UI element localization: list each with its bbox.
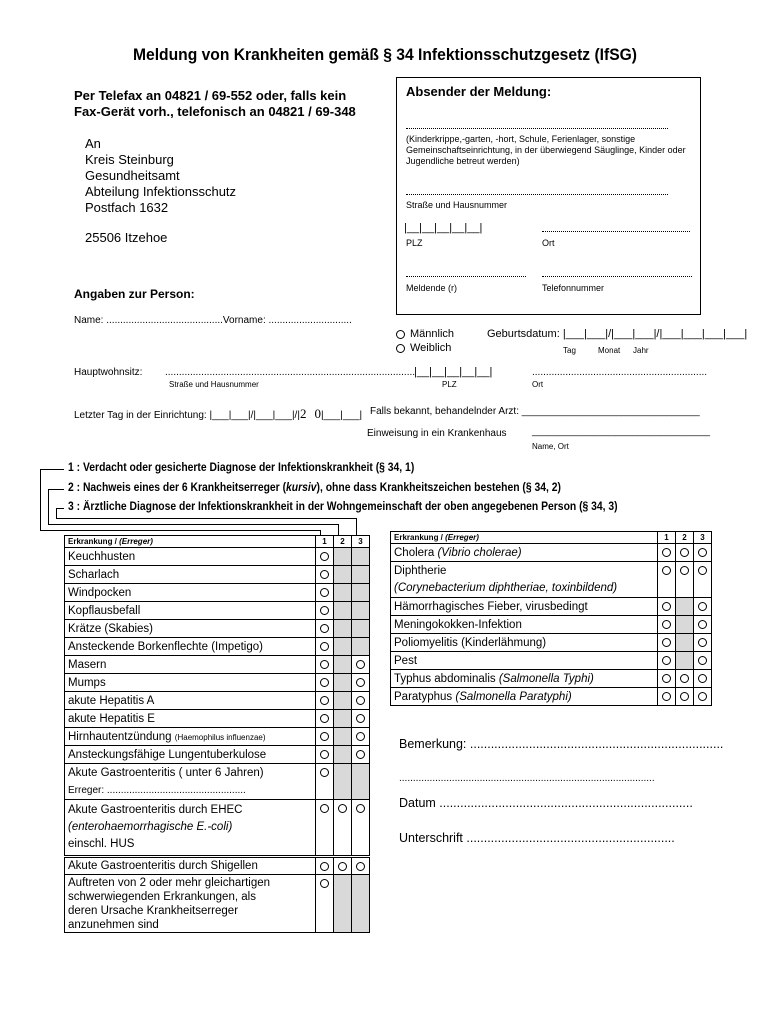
disease-table-left: [64, 535, 370, 933]
bracket-line: [40, 469, 64, 470]
table-header: [65, 536, 316, 548]
disabled-cell: [352, 764, 370, 800]
option-2: [68, 482, 561, 494]
circle-icon: [356, 660, 365, 669]
gender-female[interactable]: [396, 342, 451, 354]
pathogen-name: (Salmonella Typhi): [498, 672, 594, 685]
disease-name: Masern: [68, 658, 107, 671]
table-row: [65, 584, 316, 602]
disabled-cell: [352, 566, 370, 584]
check-col-2[interactable]: [676, 670, 694, 688]
pathogen-name: (Corynebacterium diphtheriae, toxinbildend): [394, 581, 618, 594]
check-col-3[interactable]: [694, 616, 712, 634]
table-header: [391, 532, 658, 544]
circle-icon: [356, 678, 365, 687]
disease-name: Diphtherie: [394, 564, 447, 577]
check-col-3[interactable]: [694, 634, 712, 652]
disease-name: schwerwiegenden Erkrankungen, als: [68, 890, 256, 903]
day-label: Tag: [563, 346, 576, 355]
year-label: Jahr: [633, 346, 649, 355]
last-day-year-digit: 2: [299, 406, 307, 421]
disease-name: Scharlach: [68, 568, 120, 581]
table-row: [391, 652, 658, 670]
last-day-suffix: |___|___|: [320, 410, 363, 421]
sender-ort-field[interactable]: [542, 231, 690, 232]
check-col-1[interactable]: [316, 620, 334, 638]
address-line: Postfach 1632: [85, 200, 169, 215]
check-col-3[interactable]: [694, 688, 712, 706]
disabled-cell: [352, 602, 370, 620]
disabled-cell: [676, 598, 694, 616]
check-col-2[interactable]: [676, 562, 694, 598]
disabled-cell: [334, 638, 352, 656]
circle-icon: [356, 750, 365, 759]
check-col-3[interactable]: [352, 728, 370, 746]
circle-icon: [338, 862, 347, 871]
check-col-1[interactable]: [316, 710, 334, 728]
remark-field-line2[interactable]: ............................................................................................: [399, 773, 655, 784]
circle-icon: [320, 570, 329, 579]
disabled-cell: [334, 692, 352, 710]
bracket-line: [40, 530, 320, 531]
circle-icon: [680, 674, 689, 683]
sender-plz-boxes[interactable]: |__|__|__|__|__|: [404, 222, 483, 234]
last-day-field[interactable]: [74, 406, 362, 422]
sender-street-field[interactable]: [406, 194, 668, 195]
check-col-1[interactable]: [658, 634, 676, 652]
disabled-cell: [676, 616, 694, 634]
col-header-1: 1: [658, 532, 676, 544]
check-col-3[interactable]: [694, 598, 712, 616]
option-2-text: 2 : Nachweis eines der 6 Krankheitserreger (: [68, 482, 287, 494]
hospital-field[interactable]: ________________________________: [532, 426, 710, 437]
disabled-cell: [352, 584, 370, 602]
circle-icon: [320, 879, 329, 888]
disease-name: Kopflausbefall: [68, 604, 141, 617]
col-header-3: 3: [352, 536, 370, 548]
check-col-3[interactable]: [352, 857, 370, 875]
hauptwohnsitz-street-field[interactable]: ..........................................................................................: [165, 367, 416, 378]
disease-name: Akute Gastroenteritis durch EHEC: [68, 804, 243, 816]
circle-icon: [356, 862, 365, 871]
check-col-1[interactable]: [316, 638, 334, 656]
circle-icon: [698, 674, 707, 683]
fax-line-2: Fax-Gerät vorh., telefonisch an 04821 / 69-348: [74, 104, 356, 119]
check-col-3[interactable]: [352, 674, 370, 692]
gender-male-label: Männlich: [410, 328, 455, 340]
check-col-2[interactable]: [676, 688, 694, 706]
disabled-cell: [334, 746, 352, 764]
arrow-icon: [356, 518, 357, 535]
radio-icon: [396, 344, 405, 353]
disabled-cell: [334, 875, 352, 933]
table-row: [65, 692, 316, 710]
bracket-line: [56, 508, 64, 509]
table-row: [65, 548, 316, 566]
table-row: [391, 616, 658, 634]
disabled-cell: [352, 620, 370, 638]
circle-icon: [662, 656, 671, 665]
disabled-cell: [334, 602, 352, 620]
check-col-3[interactable]: [694, 544, 712, 562]
sender-phone-field[interactable]: [542, 276, 692, 277]
pathogen-name: (Salmonella Paratyphi): [455, 690, 572, 703]
table-row: [65, 602, 316, 620]
check-col-3[interactable]: [694, 652, 712, 670]
hauptwohnsitz-ort-field[interactable]: ...............................................................: [532, 367, 708, 378]
circle-icon: [662, 566, 671, 575]
table-row: [391, 688, 658, 706]
header-text: Erkrankung /: [68, 537, 120, 546]
circle-icon: [320, 696, 329, 705]
disease-name: Krätze (Skabies): [68, 622, 154, 635]
circle-icon: [680, 548, 689, 557]
month-label: Monat: [598, 346, 621, 355]
check-col-1[interactable]: [658, 616, 676, 634]
circle-icon: [680, 692, 689, 701]
check-col-1[interactable]: [316, 857, 334, 875]
sender-phone-label: Telefonnummer: [542, 283, 605, 293]
ort-label: Ort: [532, 380, 544, 389]
remark-field[interactable]: [399, 737, 723, 751]
erreger-field[interactable]: Erreger: ..................................................: [68, 784, 246, 796]
circle-icon: [320, 804, 329, 813]
recipient-plz-city: 25506 Itzehoe: [85, 230, 168, 245]
disease-name: einschl. HUS: [68, 838, 135, 850]
disease-name: Meningokokken-Infektion: [394, 618, 522, 631]
hospital-label: Einweisung in ein Krankenhaus: [367, 428, 507, 439]
disease-name: Cholera: [394, 546, 438, 559]
table-row: [391, 562, 658, 598]
circle-icon: [320, 732, 329, 741]
gender-male[interactable]: [396, 328, 454, 340]
circle-icon: [320, 678, 329, 687]
disabled-cell: [676, 652, 694, 670]
disease-name: Windpocken: [68, 586, 132, 599]
disease-name: deren Ursache Krankheitserreger: [68, 904, 239, 917]
check-col-1[interactable]: [316, 674, 334, 692]
sender-meldende-label: Meldende (r): [406, 283, 458, 293]
disabled-cell: [334, 656, 352, 674]
check-col-1[interactable]: [316, 602, 334, 620]
plz-label: PLZ: [442, 380, 457, 389]
check-col-2[interactable]: [334, 857, 352, 875]
disease-name: Auftreten von 2 oder mehr gleichartigen: [68, 876, 271, 889]
disease-name: Akute Gastroenteritis durch Shigellen: [68, 860, 258, 872]
disease-table-right: [390, 531, 712, 706]
circle-icon: [662, 692, 671, 701]
check-col-1[interactable]: [316, 875, 334, 933]
disease-name: anzunehmen sind: [68, 918, 159, 931]
table-row: [65, 710, 316, 728]
circle-icon: [356, 804, 365, 813]
disease-name: Ansteckende Borkenflechte (Impetigo): [68, 640, 263, 653]
circle-icon: [662, 674, 671, 683]
circle-icon: [680, 566, 689, 575]
page-title: Meldung von Krankheiten gemäß § 34 Infektionsschutzgesetz (IfSG): [132, 45, 638, 64]
circle-icon: [662, 548, 671, 557]
check-col-1[interactable]: [316, 584, 334, 602]
hauptwohnsitz-label: Hauptwohnsitz:: [74, 367, 143, 378]
table-row: [65, 620, 316, 638]
circle-icon: [338, 804, 347, 813]
check-col-1[interactable]: [316, 656, 334, 674]
doctor-field[interactable]: Falls bekannt, behandelnder Arzt: ________________________________: [370, 406, 700, 417]
disease-name: Hirnhautentzündung: [68, 730, 172, 743]
signature-field[interactable]: Unterschrift ............................................................: [399, 831, 675, 845]
circle-icon: [320, 606, 329, 615]
birthdate-field[interactable]: Geburtsdatum: |___|___|/|___|___|/|___|___|___|___|: [487, 328, 748, 340]
last-day-year-digit: 0: [314, 406, 321, 421]
disease-name: Pest: [394, 654, 418, 667]
check-col-3[interactable]: [694, 670, 712, 688]
circle-icon: [320, 624, 329, 633]
circle-icon: [320, 714, 329, 723]
option-2-text: ), ohne dass Krankheitszeichen bestehen (§ 34, 2): [316, 482, 561, 494]
check-col-2[interactable]: [676, 544, 694, 562]
disease-name: Ansteckungsfähige Lungentuberkulose: [68, 748, 267, 761]
table-row: [65, 638, 316, 656]
check-col-1[interactable]: [658, 562, 676, 598]
fax-line-1: Per Telefax an 04821 / 69-552 oder, falls kein: [74, 88, 347, 103]
disease-name: akute Hepatitis E: [68, 712, 155, 725]
circle-icon: [698, 638, 707, 647]
circle-icon: [320, 750, 329, 759]
circle-icon: [698, 602, 707, 611]
sender-box-title: Absender der Meldung:: [406, 84, 552, 99]
col-header-2: 2: [334, 536, 352, 548]
disabled-cell: [334, 674, 352, 692]
hauptwohnsitz-plz-field[interactable]: |__|__|__|__|__|: [414, 366, 493, 378]
disease-name: Paratyphus: [394, 690, 456, 703]
pathogen-name: (enterohaemorrhagische E.-coli): [68, 821, 233, 833]
table-row: [65, 764, 316, 800]
bracket-line: [48, 489, 49, 524]
bracket-line: [56, 518, 356, 519]
table-row: [65, 875, 316, 933]
disease-name: Akute Gastroenteritis ( unter 6 Jahren): [68, 766, 264, 779]
circle-icon: [698, 548, 707, 557]
recipient-address: [85, 136, 236, 216]
disabled-cell: [334, 764, 352, 800]
option-3: 3 : Ärztliche Diagnose der Infektionskrankheit in der Wohngemeinschaft der oben angegebenen Person (§ 34, 3): [68, 501, 618, 513]
circle-icon: [698, 620, 707, 629]
check-col-3[interactable]: [352, 692, 370, 710]
col-header-1: 1: [316, 536, 334, 548]
disease-name: Typhus abdominalis: [394, 672, 499, 685]
table-row: [391, 544, 658, 562]
date-field[interactable]: Datum .........................................................................: [399, 796, 693, 810]
col-header-3: 3: [694, 532, 712, 544]
circle-icon: [662, 638, 671, 647]
check-col-1[interactable]: [316, 746, 334, 764]
pathogen-name: (Vibrio cholerae): [437, 546, 522, 559]
circle-icon: [320, 660, 329, 669]
circle-icon: [356, 714, 365, 723]
circle-icon: [356, 732, 365, 741]
table-row: [65, 800, 316, 857]
disabled-cell: [334, 710, 352, 728]
check-col-3[interactable]: [694, 562, 712, 598]
disabled-cell: [334, 566, 352, 584]
last-day-prefix: Letzter Tag in der Einrichtung: |___|___|/|___|___|/|: [74, 410, 300, 421]
disabled-cell: [334, 728, 352, 746]
table-row: [65, 728, 316, 746]
circle-icon: [320, 642, 329, 651]
disease-name: Keuchhusten: [68, 550, 136, 563]
address-line: Gesundheitsamt: [85, 168, 180, 183]
table-row: [391, 598, 658, 616]
circle-icon: [698, 656, 707, 665]
disabled-cell: [334, 548, 352, 566]
gender-female-label: Weiblich: [410, 342, 452, 354]
sender-plz-label: PLZ: [406, 238, 423, 248]
circle-icon: [320, 768, 329, 777]
table-row: [391, 670, 658, 688]
person-heading: Angaben zur Person:: [74, 287, 195, 301]
table-row: [65, 746, 316, 764]
pathogen-name: (Haemophilus influenzae): [174, 732, 266, 742]
circle-icon: [662, 602, 671, 611]
fax-instructions: [74, 88, 356, 120]
address-line: Kreis Steinburg: [85, 152, 174, 167]
check-col-2[interactable]: [334, 800, 352, 857]
circle-icon: [698, 692, 707, 701]
check-col-1[interactable]: [316, 764, 334, 800]
sender-meldende-field[interactable]: [406, 276, 526, 277]
check-col-1[interactable]: [316, 566, 334, 584]
check-col-1[interactable]: [658, 670, 676, 688]
disease-name: akute Hepatitis A: [68, 694, 155, 707]
address-line: An: [85, 136, 101, 151]
radio-icon: [396, 330, 405, 339]
check-col-3[interactable]: [352, 656, 370, 674]
sender-box: [396, 77, 701, 315]
check-col-1[interactable]: [658, 544, 676, 562]
disabled-cell: [334, 620, 352, 638]
bracket-line: [56, 508, 57, 518]
arrow-icon: [338, 524, 339, 535]
name-ort-label: Name, Ort: [532, 442, 569, 451]
check-col-1[interactable]: [658, 652, 676, 670]
sender-ort-label: Ort: [542, 238, 555, 248]
disease-name: Poliomyelitis (Kinderlähmung): [394, 636, 547, 649]
circle-icon: [662, 620, 671, 629]
street-label: Straße und Hausnummer: [169, 380, 259, 389]
header-text: Erkrankung /: [394, 533, 446, 542]
check-col-1[interactable]: [658, 598, 676, 616]
disease-name: Mumps: [68, 676, 106, 689]
sender-name-field[interactable]: [406, 128, 668, 129]
circle-icon: [320, 862, 329, 871]
table-row: [65, 566, 316, 584]
col-header-2: 2: [676, 532, 694, 544]
bracket-line: [40, 469, 41, 530]
disabled-cell: [352, 638, 370, 656]
check-col-1[interactable]: [316, 728, 334, 746]
circle-icon: [320, 552, 329, 561]
option-2-italic: kursiv: [286, 482, 317, 494]
remark-label: Bemerkung: .........................................................................: [399, 737, 724, 751]
disease-name: Hämorrhagisches Fieber, virusbedingt: [394, 600, 588, 613]
table-row: [391, 634, 658, 652]
address-line: Abteilung Infektionsschutz: [85, 184, 237, 199]
check-col-1[interactable]: [658, 688, 676, 706]
disabled-cell: [676, 634, 694, 652]
name-field[interactable]: Name: ..........................................Vorname: ..............................: [74, 315, 352, 326]
disabled-cell: [334, 584, 352, 602]
table-row: [65, 656, 316, 674]
check-col-1[interactable]: [316, 548, 334, 566]
circle-icon: [356, 696, 365, 705]
header-italic: (Erreger): [445, 533, 479, 542]
bracket-line: [48, 524, 338, 525]
bracket-line: [48, 489, 64, 490]
check-col-3[interactable]: [352, 710, 370, 728]
table-row: [65, 674, 316, 692]
check-col-3[interactable]: [352, 746, 370, 764]
check-col-3[interactable]: [352, 800, 370, 857]
check-col-1[interactable]: [316, 800, 334, 857]
option-1: 1 : Verdacht oder gesicherte Diagnose der Infektionskrankheit (§ 34, 1): [68, 462, 415, 474]
check-col-1[interactable]: [316, 692, 334, 710]
disabled-cell: [352, 548, 370, 566]
sender-hint: (Kinderkrippe,-garten, -hort, Schule, Ferienlager, sonstige Gemeinschaftseinrichtung, in der überwiegend Säuglinge, Kinder oder Jugendliche betreut werden): [406, 134, 686, 166]
disabled-cell: [352, 875, 370, 933]
header-italic: (Erreger): [119, 537, 153, 546]
circle-icon: [320, 588, 329, 597]
circle-icon: [698, 566, 707, 575]
sender-street-label: Straße und Hausnummer: [406, 200, 508, 210]
table-row: [65, 857, 316, 875]
